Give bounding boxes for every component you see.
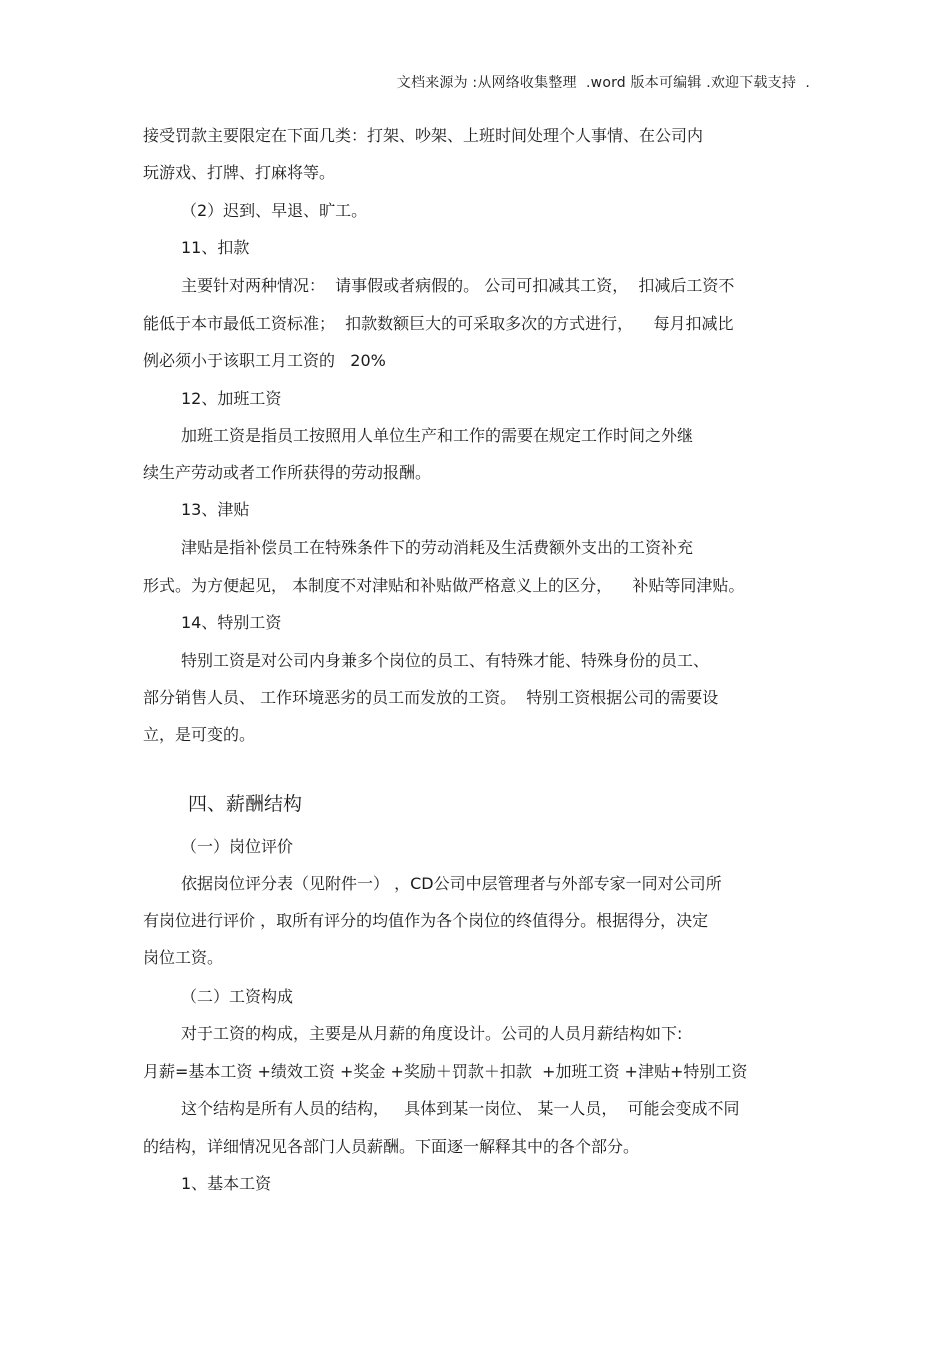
paragraph-line: 有岗位进行评价 ，取所有评分的均值作为各个岗位的终值得分。根据得分，决定: [143, 911, 709, 930]
paragraph-line: 续生产劳动或者工作所获得的劳动报酬。: [143, 463, 432, 482]
paragraph-line: 立，是可变的。: [143, 725, 256, 744]
paragraph-line: 加班工资是指员工按照用人单位生产和工作的需要在规定工作时间之外继: [181, 426, 694, 445]
paragraph-line: 玩游戏、打牌、打麻将等。: [143, 163, 336, 182]
subsection-heading: （二）工资构成: [181, 987, 294, 1006]
formula-line: 月薪=基本工资 +绩效工资 +奖金 +奖励＋罚款＋扣款 +加班工资 +津贴+特别工资: [143, 1062, 748, 1081]
paragraph-line: 这个结构是所有人员的结构， 具体到某一岗位、 某一人员， 可能会变成不同: [181, 1099, 740, 1118]
paragraph-line: 例必须小于该职工月工资的 20%: [143, 351, 386, 370]
section-heading: 12、加班工资: [181, 389, 282, 408]
paragraph-line: 主要针对两种情况： 请事假或者病假的。 公司可扣减其工资， 扣减后工资不: [181, 276, 735, 295]
section-heading: 11、扣款: [181, 238, 250, 257]
section-heading: 13、津贴: [181, 500, 250, 519]
paragraph-line: 特别工资是对公司内身兼多个岗位的员工、有特殊才能、特殊身份的员工、: [181, 651, 710, 670]
paragraph-line: 部分销售人员、 工作环境恶劣的员工而发放的工资。 特别工资根据公司的需要设: [143, 688, 719, 707]
section-heading: 1、基本工资: [181, 1174, 272, 1193]
paragraph-line: 形式。为方便起见， 本制度不对津贴和补贴做严格意义上的区分， 补贴等同津贴。: [143, 576, 745, 595]
paragraph-line: 岗位工资。: [143, 948, 224, 967]
paragraph-line: 津贴是指补偿员工在特殊条件下的劳动消耗及生活费额外支出的工资补充: [181, 538, 694, 557]
chapter-heading: 四、薪酬结构: [188, 793, 303, 815]
paragraph-line: 接受罚款主要限定在下面几类：打架、吵架、上班时间处理个人事情、在公司内: [143, 126, 704, 145]
list-item: （2）迟到、早退、旷工。: [181, 201, 368, 220]
section-heading: 14、特别工资: [181, 613, 282, 632]
subsection-heading: （一）岗位评价: [181, 837, 294, 856]
paragraph-line: 能低于本市最低工资标准； 扣款数额巨大的可采取多次的方式进行， 每月扣减比: [143, 314, 734, 333]
paragraph-line: 依据岗位评分表（见附件一） ，CD公司中层管理者与外部专家一同对公司所: [181, 874, 722, 893]
paragraph-line: 的结构，详细情况见各部门人员薪酬。下面逐一解释其中的各个部分。: [143, 1137, 640, 1156]
page-header: 文档来源为 :从网络收集整理 .word 版本可编辑 .欢迎下载支持 .: [396, 75, 810, 91]
paragraph-line: 对于工资的构成，主要是从月薪的角度设计。公司的人员月薪结构如下:: [181, 1024, 683, 1043]
